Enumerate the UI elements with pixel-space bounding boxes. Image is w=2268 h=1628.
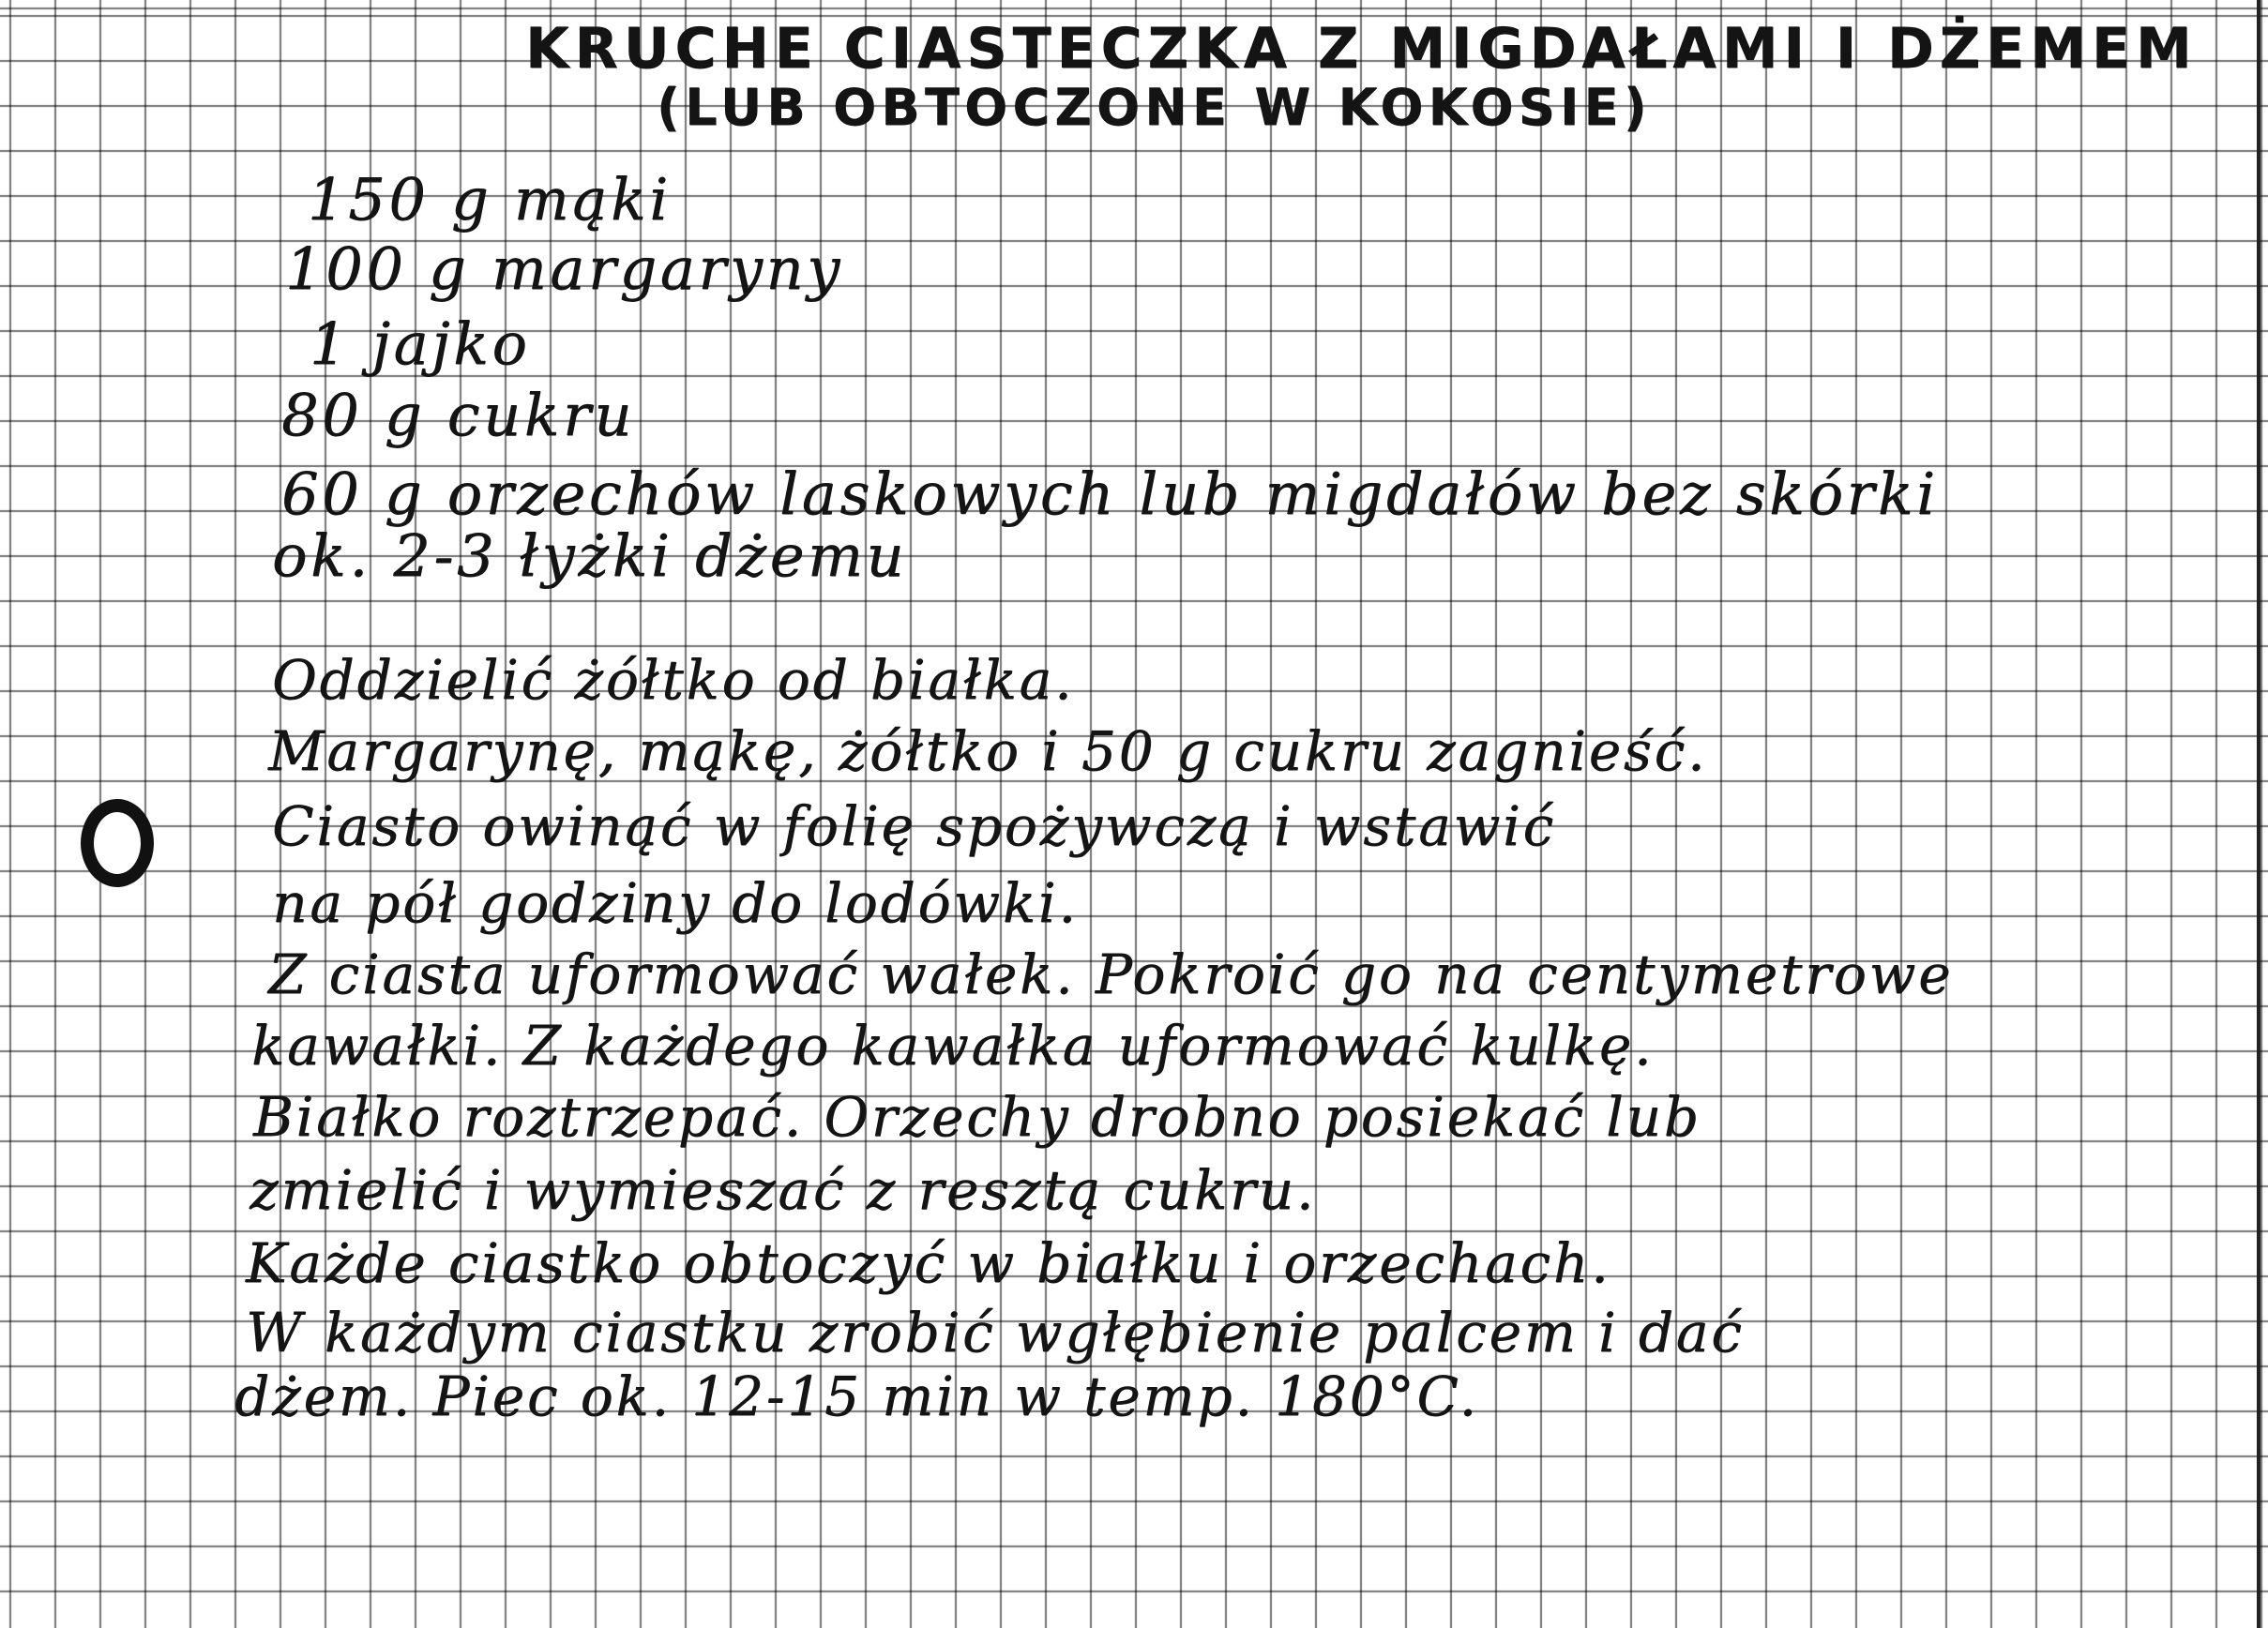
instruction-line: W każdym ciastku zrobić wgłębienie palcem i dać [246, 1301, 1745, 1364]
instruction-line: Każde ciastko obtoczyć w białku i orzechach. [246, 1231, 1611, 1295]
instruction-line: Margarynę, mąkę, żółtko i 50 g cukru zagnieść. [268, 719, 1708, 783]
recipe-title: KRUCHE CIASTECZKA Z MIGDAŁAMI I DŻEMEM [525, 16, 2198, 82]
ingredient-item: 80 g cukru [281, 381, 635, 449]
instruction-line: Z ciasta uformować wałek. Pokroić go na centymetrowe [268, 942, 1954, 1006]
ingredient-item: 60 g orzechów laskowych lub migdałów bez skórki [281, 460, 1939, 528]
instruction-line: na pół godziny do lodówki. [272, 871, 1079, 935]
ingredient-item: 1 jajko [310, 309, 531, 378]
page-edge [2257, 0, 2260, 1628]
instruction-line: dżem. Piec ok. 12-15 min w temp. 180°C. [234, 1364, 1479, 1428]
instruction-line: zmielić i wymieszać z resztą cukru. [249, 1158, 1317, 1222]
instruction-line: Oddzielić żółtko od białka. [272, 648, 1075, 712]
instruction-line: Ciasto owinąć w folię spożywczą i wstawić [272, 794, 1556, 858]
ingredient-item: 100 g margaryny [285, 234, 843, 303]
punch-hole-icon [81, 799, 154, 887]
instruction-line: Białko roztrzepać. Orzechy drobno posiekać lub [253, 1085, 1701, 1149]
ingredient-item: ok. 2-3 łyżki dżemu [272, 521, 908, 590]
ingredient-item: 150 g mąki [308, 165, 672, 234]
recipe-subtitle: (LUB OBTOCZONE W KOKOSIE) [657, 78, 1652, 137]
instruction-line: kawałki. Z każdego kawałka uformować kulkę. [251, 1014, 1655, 1078]
